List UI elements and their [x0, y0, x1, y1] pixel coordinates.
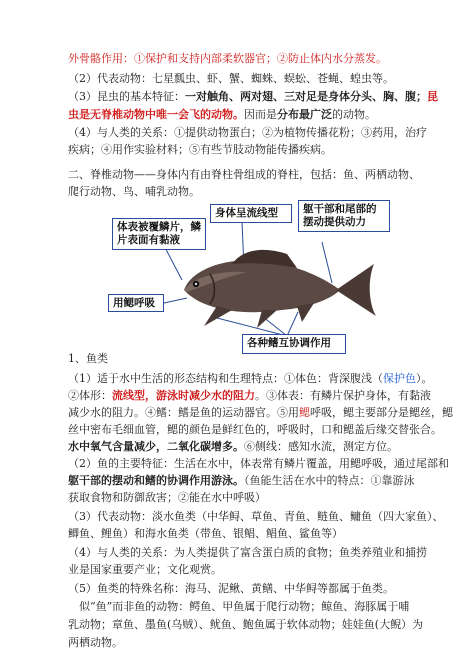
text-segment: 呼吸，鳃主要部分是鳃丝，鳃 — [310, 406, 453, 419]
text-line: （4）与人类的关系：①提供动物蛋白；②为植物传播花粉；③药用，治疗 — [68, 126, 427, 139]
text-segment: 减少水的阻力。④鳍：鳍是鱼的运动器官。⑤用 — [68, 406, 299, 419]
label-streamline: 身体呈流线型 — [210, 204, 292, 223]
exoskeleton-function: 外骨骼作用：①保护和支持内部柔软器官；②防止体内水分蒸发。 — [68, 52, 387, 65]
text-line — [68, 108, 430, 122]
label-tail-power: 躯干部和尾部的摆动提供动力 — [298, 200, 390, 232]
text-line: 两栖动物。 — [68, 636, 123, 649]
insect-feature-red: 昆 — [427, 90, 438, 103]
section-heading: 1、鱼类 — [68, 352, 108, 365]
swim-text: 躯干部的摆动和鳍的协调作用游泳。 — [68, 474, 244, 487]
text-line — [68, 389, 430, 403]
insect-feature-label: （3）昆虫的基本特征： — [68, 90, 185, 103]
text-line: 二、脊椎动物——身体内有由脊柱骨组成的脊柱，包括：鱼、两栖动物、 — [68, 168, 420, 181]
text-line: （3）代表动物：淡水鱼类（中华鲟、草鱼、青鱼、鲢鱼、鳙鱼（四大家鱼）、 — [68, 510, 444, 523]
gill-red: 鳃 — [299, 406, 310, 419]
label-scales: 体表被覆鳞片，鳞片表面有黏液 — [112, 218, 206, 250]
text-segment: 。③体表：有鳞片保护身体，有黏液 — [255, 389, 431, 402]
text-line: 鲫鱼、鲤鱼）和海水鱼类（带鱼、银鲳、鲳鱼、鲨鱼等） — [68, 527, 343, 540]
text-segment: 因而是 — [244, 108, 277, 121]
label-fins: 各种鳍互协调作用 — [242, 334, 346, 354]
oxygen-text: 水中氧气含量减少，二氧化碳增多。 — [68, 440, 244, 453]
text-line — [68, 474, 430, 488]
streamline-red: 流线型，游泳时减少水的阻力 — [112, 389, 255, 402]
text-line: 获取食物和防御敌害；②能在水中呼吸） — [68, 491, 266, 504]
text-segment: ）。 — [416, 372, 433, 385]
text-line — [68, 90, 438, 104]
text-line: （4）与人类的关系：为人类提供了富含蛋白质的食物；鱼类养殖业和捕捞 — [68, 546, 427, 559]
protective-color: 保护色 — [383, 372, 416, 385]
text-line: 业是国家重要产业；文化观赏。 — [68, 563, 222, 576]
text-line: 疾病；④用作实验材料；⑤有些节肢动物能传播疾病。 — [68, 143, 332, 156]
text-line: （5）鱼类的特殊名称：海马、泥鳅、黄鳝、中华鲟等都属于鱼类。 — [68, 582, 394, 595]
text-line: （2）鱼的主要特征：生活在水中，体表常有鳞片覆盖，用鳃呼吸，通过尾部和 — [68, 457, 449, 470]
text-segment: ⑥侧线：感知水流，测定方位。 — [244, 440, 398, 453]
text-line — [68, 406, 453, 420]
label-gills: 用鳃呼吸 — [108, 294, 164, 312]
fish-diagram — [92, 198, 392, 356]
text-segment: （1）适于水中生活的形态结构和生理特点：①体色：背深腹浅（ — [68, 372, 383, 385]
text-line: 乳动物；章鱼、墨鱼(乌贼）、鱿鱼、鲍鱼属于软体动物；娃娃鱼(大鲵）为 — [68, 618, 424, 631]
text-line — [68, 440, 430, 454]
text-line: （2）代表动物：七星瓢虫、虾、蟹、蜘蛛、蜈蚣、苍蝇、蝗虫等。 — [68, 72, 394, 85]
text-line: 似“鱼”而非鱼的动物：鳄鱼、甲鱼属于爬行动物；鲸鱼、海豚属于哺 — [68, 600, 410, 613]
text-segment: （鱼能生活在水中的特点：①靠游泳 — [244, 474, 415, 487]
text-segment: ②体形： — [68, 389, 112, 402]
text-line: 丝中密布毛细血管，鳃的颜色是鲜红色的，呼吸时，口和鳃盖后缘交替张合。 — [68, 423, 442, 436]
distribution-text: 分布最广泛 — [277, 108, 332, 121]
text-segment: 的动物。 — [332, 108, 376, 121]
text-line — [68, 52, 430, 66]
insect-feature-text: 一对触角、两对翅、三对足是身体分头、胸、腹； — [185, 90, 427, 103]
text-line — [68, 372, 433, 386]
insect-fly-text: 虫是无脊椎动物中唯一会飞的动物。 — [68, 108, 244, 121]
text-line: 爬行动物、鸟、哺乳动物。 — [68, 185, 200, 198]
